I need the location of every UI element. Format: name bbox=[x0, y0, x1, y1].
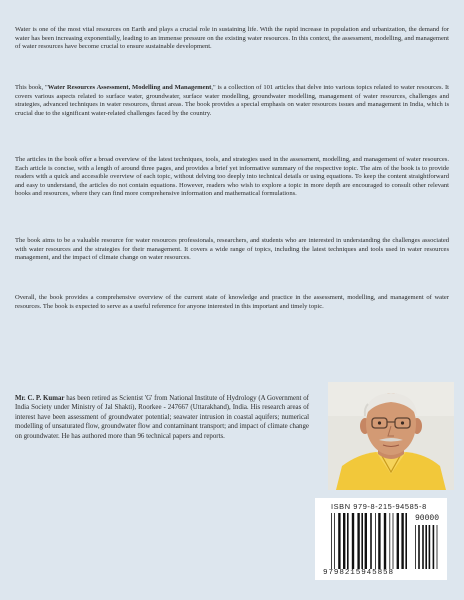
intro-paragraph: Water is one of the most vital resources on Earth and plays a crucial role in sustaining life. With the rapid increase in population and urbanization, the demand for water has been increasing exponentially, leading to an immense pressure on the existing water resources. In this context, the assessment, modelling, and management of water resources have become crucial to ensure sustainable development. bbox=[15, 26, 449, 51]
book-description-prefix: This book, " bbox=[15, 84, 48, 91]
price-code: 90000 bbox=[415, 514, 440, 523]
barcode-bars bbox=[331, 513, 411, 569]
book-title: Water Resources Assessment, Modelling and Management bbox=[47, 84, 212, 91]
isbn-label: ISBN 979-8-215-94585-8 bbox=[331, 502, 427, 511]
author-bio-text: has been retired as Scientist 'G' from National Institute of Hydrology (A Government of India Society under Ministry of Jal Shakti), Roorkee - 247667 (Uttarakhand), India. His research areas of interest have been assessment of groundwater potential; seawater intrusion in coastal aquifers; numerical modelling of unsaturated flow, groundwater flow and contaminant transport; and impact of climate change on groundwater. He has authored more than 96 technical papers and reports. bbox=[15, 395, 309, 440]
book-description-paragraph bbox=[15, 84, 449, 118]
book-description-text: ," is a collection of 101 articles that delve into various topics related to water resources. It covers various aspects related to surface water, groundwater, surface water modelling, groundwater modelling, management of water resources, challenges and strategies, advanced techniques in water resources, thrust areas. The book provides a special emphasis on water resources issues and management in India, which is crucial due to the significant water-related challenges faced by the country. bbox=[15, 84, 449, 117]
articles-paragraph: The articles in the book offer a broad overview of the latest techniques, tools, and strategies used in the assessment, modelling, and management of water resources. Each article is concise, with a length of around three pages, and provides a brief yet informative summary of the respective topic. The aim of the book is to provide readers with a quick and accessible overview of each topic, without delving too deeply into technical details or using equations. To keep the content straightforward and easy to understand, the articles do not contain equations. However, readers who wish to explore a topic in more depth are encouraged to consult other relevant books and resources, where they can find more comprehensive information and mathematical formulations. bbox=[15, 156, 449, 198]
addon-barcode-bars bbox=[415, 525, 441, 569]
barcode-digits: 9798215945858 bbox=[323, 569, 394, 577]
audience-paragraph: The book aims to be a valuable resource for water resources professionals, researchers, and students who are interested in understanding the challenges associated with water resources and the strategies for their management. It covers a wide range of topics, including the latest techniques and tools used in water resources management, and the impact of climate change on water resources. bbox=[15, 237, 449, 262]
author-bio bbox=[15, 394, 309, 441]
isbn-barcode bbox=[315, 498, 447, 580]
summary-paragraph: Overall, the book provides a comprehensive overview of the current state of knowledge and practice in the assessment, modelling, and management of water resources. The book is expected to serve as a useful reference for anyone interested in this important and timely topic. bbox=[15, 294, 449, 310]
author-name: Mr. C. P. Kumar bbox=[15, 395, 65, 402]
author-photo bbox=[328, 382, 454, 490]
